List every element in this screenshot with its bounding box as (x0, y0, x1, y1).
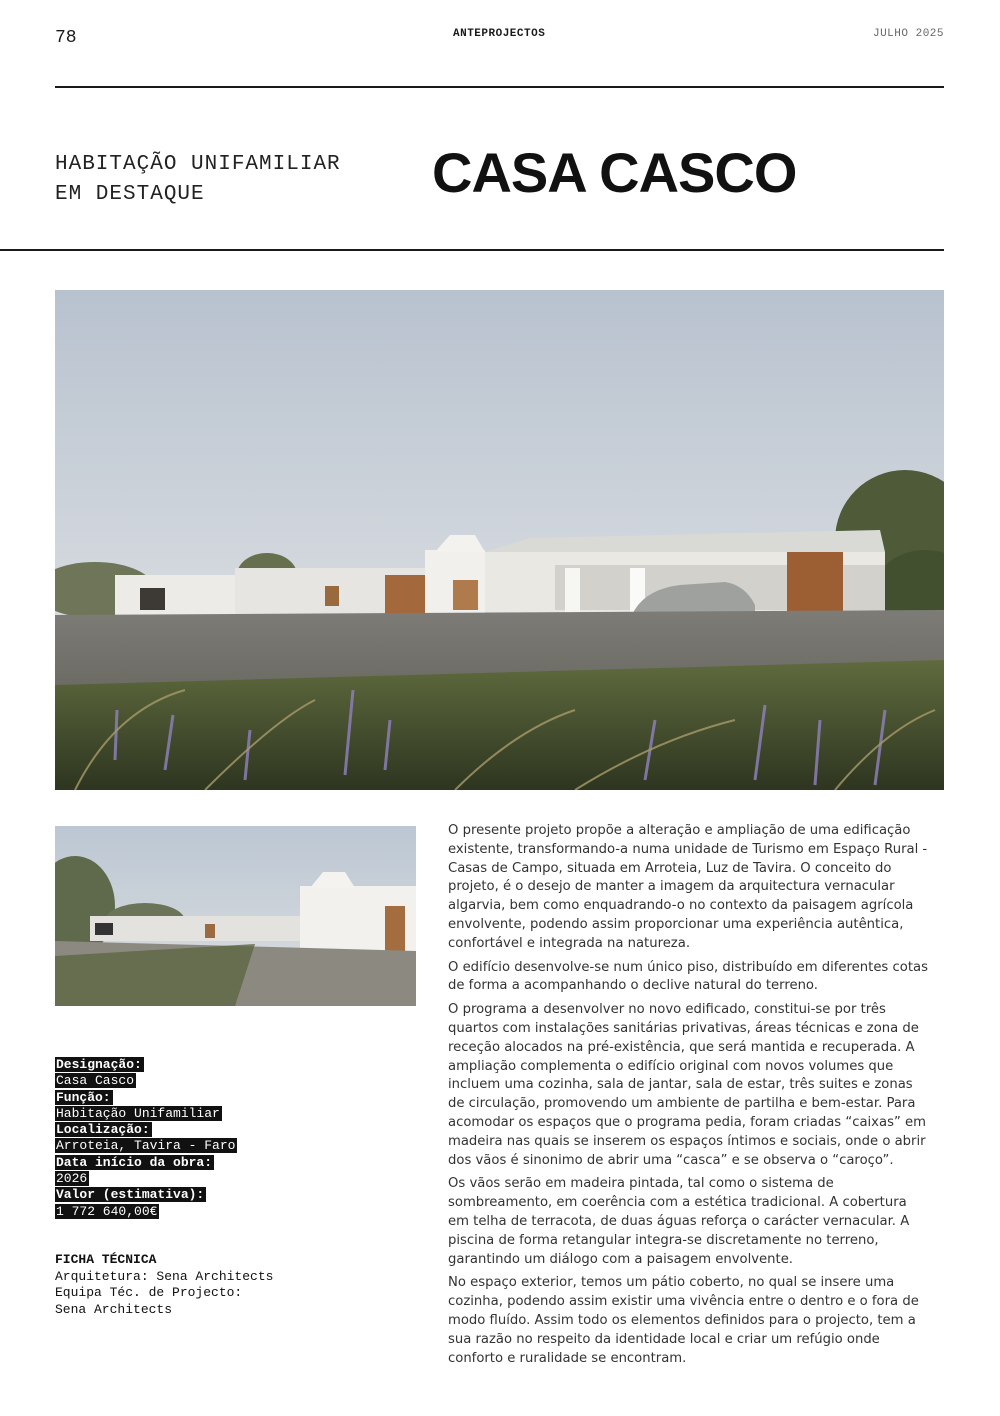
spec-localizacao-value: Arroteia, Tavira - Faro (56, 1138, 236, 1154)
body-paragraph-1: O presente projeto propõe a alteração e ampliação de uma edificação existente, transformando-a numa unidade de Turismo em Espaço Rural - Casas de Campo, situada em Arroteia, Luz de Tavira. O conceito do projeto, é o desejo de manter a imagem da arquitectura vernacular algarvia, bem como enquadrando-o no contexto da paisagem agrícola envolvente, podendo assim proporcionar uma experiência autêntica, confortável e integrada na natureza. (448, 823, 928, 951)
article-title: CASA CASCO (432, 141, 797, 204)
spec-funcao-value: Habitação Unifamiliar (56, 1105, 220, 1121)
spec-data-label: Data início da obra: (56, 1154, 213, 1170)
kicker-line-1: HABITAÇÃO UNIFAMILIAR (55, 153, 341, 176)
title-rule (0, 249, 944, 251)
spec-data-value: 2026 (56, 1171, 88, 1187)
article-body (448, 822, 928, 1373)
article-kicker (55, 150, 341, 210)
spec-funcao-label: Função: (56, 1089, 111, 1105)
publication-name: ANTEPROJECTOS (453, 28, 546, 40)
body-paragraph-4: Os vãos serão em madeira pintada, tal como o sistema de sombreamento, em coerência com a estética tradicional. A cobertura em telha de terracota, de duas águas reforça o carácter vernacular. A piscina de forma retangular integra-se discretamente no terreno, garantindo um diálogo com a paisagem envolvente. (448, 1176, 910, 1267)
credits-title: FICHA TÉCNICA (55, 1252, 157, 1267)
top-rule (55, 86, 944, 88)
body-paragraph-2: O edifício desenvolve-se num único piso, distribuído em diferentes cotas de forma a acompanhando o declive natural do terreno. (448, 959, 928, 994)
secondary-photo (55, 826, 416, 1006)
spec-localizacao-label: Localização: (56, 1122, 150, 1138)
credits-team-label: Equipa Téc. de Projecto: (55, 1285, 243, 1300)
issue-date: JULHO 2025 (872, 28, 944, 40)
credits-architecture: Arquitetura: Sena Architects (55, 1268, 274, 1284)
page-number: 78 (55, 28, 77, 48)
hero-photo (55, 290, 944, 790)
spec-valor-label: Valor (estimativa): (56, 1187, 205, 1203)
kicker-line-2: EM DESTAQUE (55, 183, 205, 206)
body-paragraph-3: O programa a desenvolver no novo edificado, constitui-se por três quartos com instalações sanitárias privativas, áreas técnicas e zona de receção alocados na pré-existência, que será mantida e recuperada. A ampliação complementa o edifício original com novos volumes que incluem uma cozinha, sala de jantar, sala de estar, três suites e zonas de circulação, promovendo um ambiente de partilha e bem-estar. Para acomodar os espaços que o programa pedia, foram criadas “caixas” em madeira nas quais se inserem os espaços íntimos e sociais, onde o abrir dos vãos é sinonimo de abrir uma “casca” e se observa o “caroço”. (448, 1002, 926, 1168)
technical-credits (55, 1252, 273, 1318)
body-paragraph-5: No espaço exterior, temos um pátio coberto, no qual se insere uma cozinha, podendo assim existir uma vivência entre o dentro e o fora de modo fluído. Assim todo os elementos definidos para o projecto, tem a sua razão no respeito da identidade local e criar um refúgio onde conforto e ruralidade se encontram. (448, 1275, 919, 1366)
spec-valor-value: 1 772 640,00€ (56, 1203, 158, 1219)
spec-designacao-label: Designação: (56, 1057, 142, 1072)
credits-team-value: Sena Architects (55, 1301, 173, 1317)
project-specs (55, 1057, 237, 1220)
spec-designacao-value: Casa Casco (56, 1073, 135, 1089)
